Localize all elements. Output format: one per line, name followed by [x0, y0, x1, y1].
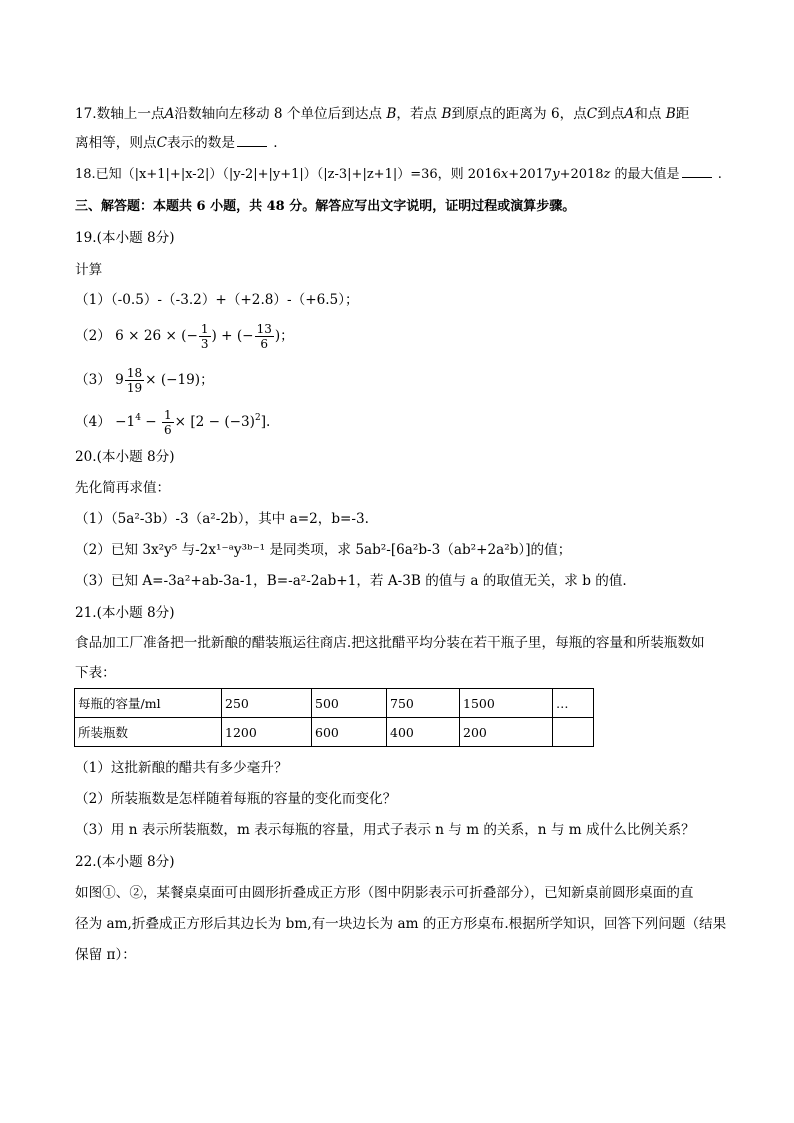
section-heading: 三、解答题：本题共 6 小题，共 48 分。解答应写出文字说明，证明过程或演算步骤。 — [75, 199, 576, 214]
table-cell: 每瓶的容量/ml — [75, 689, 222, 718]
answer-blank — [682, 165, 712, 178]
q19-heading: 19.(本小题 8分) — [75, 230, 175, 246]
q19-item2: （2） 6 × 26 × (− $\frac{1}{3}$ ) + (− $\frac{13}{6}$ )； — [75, 322, 294, 351]
table-cell: 750 — [387, 689, 460, 718]
q18-line: 18.已知（|x+1|+|x-2|）（|y-2|+|y+1|）（|z-3|+|z+1|）=36，则 2016x+2017y+2018z 的最大值是 . — [75, 167, 722, 182]
q21-text-line1: 食品加工厂准备把一批新酿的醋装瓶运往商店.把这批醋平均分装在若干瓶子里，每瓶的容量和所装瓶数如 — [75, 635, 705, 651]
q17-line2: 离相等，则点C表示的数是 . — [75, 135, 278, 151]
q21-heading: 21.(本小题 8分) — [75, 605, 175, 621]
table-cell: 1500 — [460, 689, 553, 718]
q19-item3: （3） 9 $\frac{18}{19}$ × (−19)； — [75, 366, 214, 395]
q19-item4: $(4) -1^4$ − $\frac{1}{6}$ × $[2 - (-3)^2]$. — [75, 408, 271, 437]
table-cell: 所装瓶数 — [75, 718, 222, 747]
answer-blank — [237, 134, 267, 147]
q20-item1: （1）（5a²-3b）-3（a²-2b），其中 a=2，b=-3. — [75, 511, 369, 527]
q20-item3: （3）已知 A=-3a²+ab-3a-1，B=-a²-2ab+1，若 A-3B 的值与 a 的取值无关，求 b 的值. — [75, 573, 627, 589]
table-cell: 1200 — [222, 718, 312, 747]
table-row — [75, 689, 594, 718]
table-cell: 400 — [387, 718, 460, 747]
capacity-table — [74, 688, 594, 747]
table-cell: … — [553, 689, 594, 718]
table-row — [75, 718, 594, 747]
table-cell — [553, 718, 594, 747]
q22-text-line2: 径为 am,折叠成正方形后其边长为 bm,有一块边长为 am 的正方形桌布.根据所学知识，回答下列问题（结果 — [75, 916, 727, 932]
q20-intro: 先化简再求值： — [75, 480, 171, 496]
q21-text-line2: 下表： — [75, 665, 116, 681]
q22-text-line3: 保留 π）： — [75, 947, 136, 963]
table-cell: 600 — [312, 718, 387, 747]
table-cell: 200 — [460, 718, 553, 747]
table-cell: 250 — [222, 689, 312, 718]
q19-intro: 计算 — [75, 262, 103, 278]
q21-item3: （3）用 n 表示所装瓶数，m 表示每瓶的容量，用式子表示 n 与 m 的关系，n 与 m 成什么比例关系？ — [75, 822, 695, 838]
q17-line1: 17.数轴上一点A沿数轴向左移动 8 个单位后到达点 B，若点 B到原点的距离为 6，点C到点A和点 B距 — [75, 106, 690, 122]
q20-heading: 20.(本小题 8分) — [75, 449, 175, 465]
q21-item1: （1）这批新酿的醋共有多少毫升？ — [75, 760, 288, 776]
q22-heading: 22.(本小题 8分) — [75, 854, 175, 870]
q21-item2: （2）所装瓶数是怎样随着每瓶的容量的变化而变化？ — [75, 791, 397, 807]
q22-text-line1: 如图①、②，某餐桌桌面可由圆形折叠成正方形（图中阴影表示可折叠部分），已知新桌前圆形桌面的直 — [75, 885, 694, 901]
q20-item2: （2）已知 3x²y⁵ 与-2x¹⁻ᵃy³ᵇ⁻¹ 是同类项，求 5ab²-[6a²b-3（ab²+2a²b）]的值； — [75, 542, 572, 558]
q19-item1: （1）（-0.5）-（-3.2）+（+2.8）-（+6.5）； — [75, 292, 359, 308]
table-cell: 500 — [312, 689, 387, 718]
